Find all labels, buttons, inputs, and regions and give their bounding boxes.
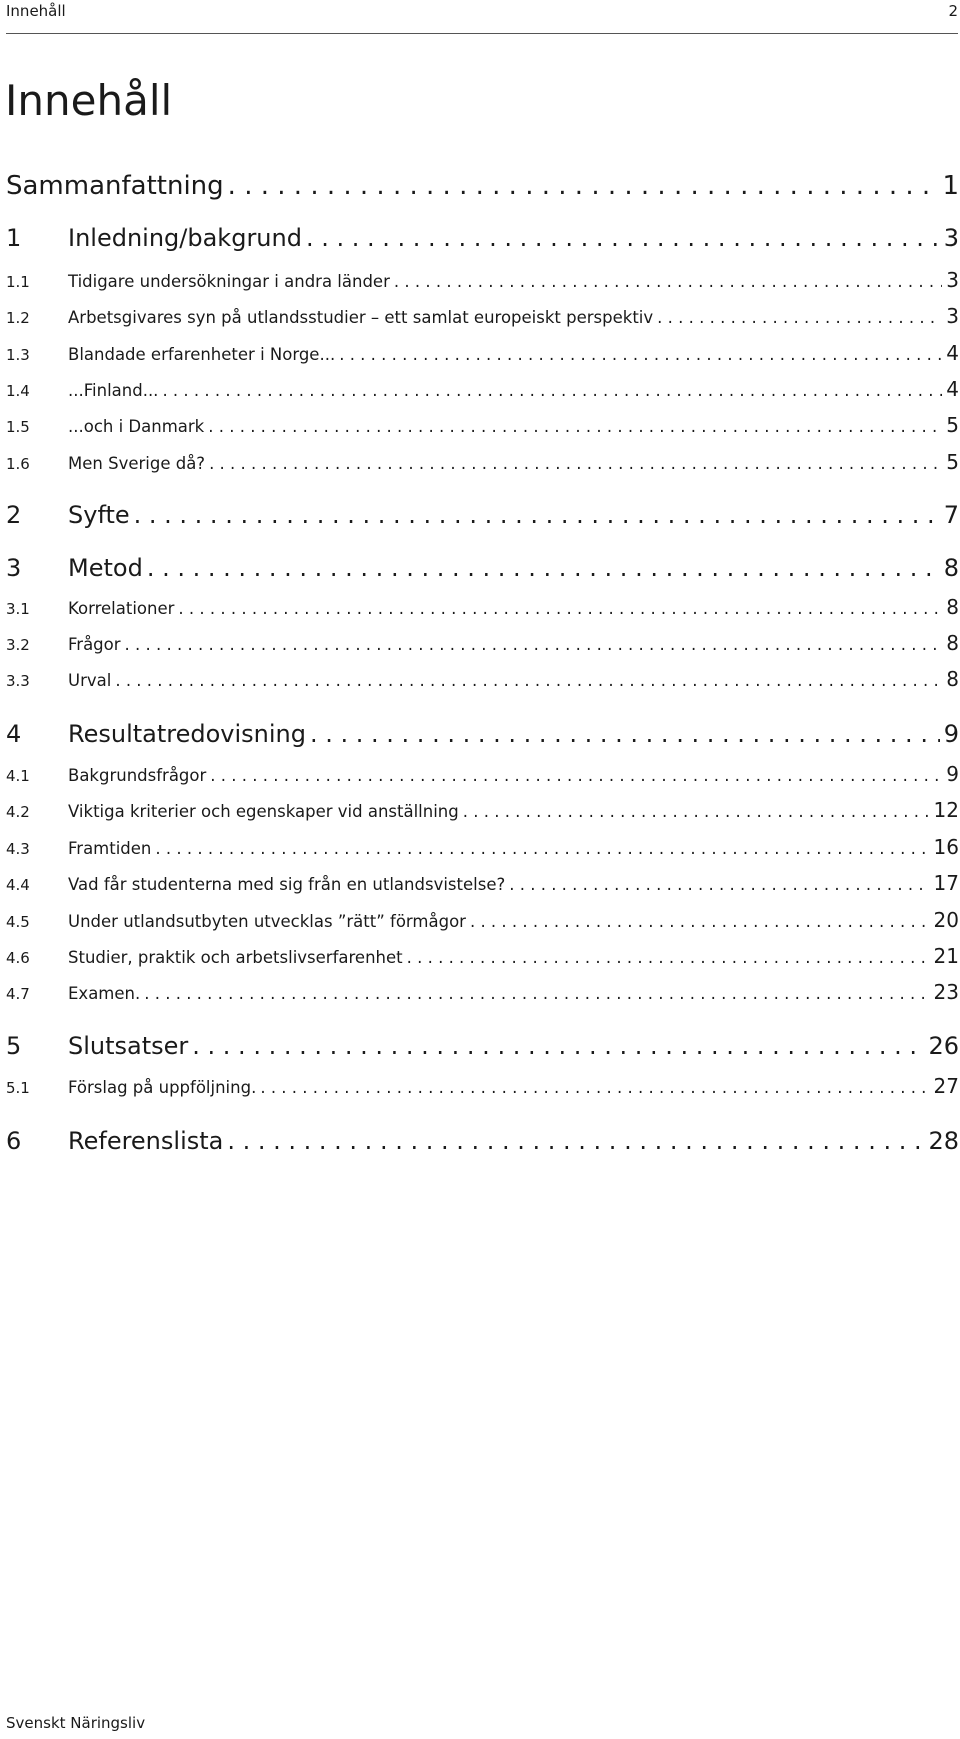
toc-dot-leader	[339, 345, 942, 364]
toc-entry-number: 1.4	[6, 382, 30, 400]
toc-entry-number: 4.7	[6, 985, 30, 1003]
toc-entry-page: 4	[946, 341, 959, 365]
toc-entry-number: 6	[6, 1127, 22, 1155]
toc-entry-number: 3.2	[6, 636, 30, 654]
toc-entry-label: Slutsatser	[68, 1032, 189, 1060]
toc-entry-page: 7	[943, 501, 959, 529]
toc-entry-number: 2	[6, 501, 22, 529]
toc-entry-number: 4	[6, 720, 22, 748]
toc-entry-page: 1	[942, 171, 959, 201]
toc-entry[interactable]	[6, 224, 959, 252]
toc-entry-page: 5	[946, 450, 959, 474]
toc-entry[interactable]	[6, 798, 959, 822]
toc-entry-label: Resultatredovisning	[68, 720, 306, 748]
toc-entry[interactable]	[6, 908, 959, 932]
toc-entry-page: 8	[943, 554, 959, 582]
toc-entry[interactable]	[6, 944, 959, 968]
toc-entry-page: 3	[946, 268, 959, 292]
header-section-title: Innehåll	[6, 2, 66, 20]
toc-entry[interactable]	[6, 171, 959, 201]
toc-entry-label: Inledning/bakgrund	[68, 224, 302, 252]
toc-entry-page: 27	[933, 1074, 959, 1098]
toc-entry-label: Referenslista	[68, 1127, 224, 1155]
toc-entry-number: 4.5	[6, 913, 30, 931]
toc-dot-leader	[134, 501, 940, 529]
toc-dot-leader	[463, 802, 930, 821]
toc-entry-number: 4.3	[6, 840, 30, 858]
toc-dot-leader	[407, 948, 930, 967]
toc-dot-leader	[144, 984, 929, 1003]
toc-entry[interactable]	[6, 835, 959, 859]
toc-entry-label: Blandade erfarenheter i Norge...	[68, 345, 336, 364]
toc-entry[interactable]	[6, 304, 959, 328]
header-page-number: 2	[948, 2, 958, 20]
toc-entry[interactable]	[6, 377, 959, 401]
toc-entry-page: 16	[933, 835, 959, 859]
toc-entry-number: 1.3	[6, 346, 30, 364]
toc-entry-page: 8	[946, 595, 959, 619]
toc-entry[interactable]	[6, 341, 959, 365]
toc-entry-label: Syfte	[68, 501, 130, 529]
toc-entry-page: 17	[933, 871, 959, 895]
toc-dot-leader	[208, 417, 942, 436]
toc-entry-label: Vad får studenterna med sig från en utlandsvistelse?	[68, 875, 506, 894]
toc-dot-leader	[155, 839, 929, 858]
toc-entry-label: Tidigare undersökningar i andra länder	[68, 272, 390, 291]
toc-entry-page: 26	[928, 1032, 959, 1060]
toc-dot-leader	[228, 171, 939, 201]
toc-dot-leader	[209, 454, 942, 473]
toc-entry-label: Viktiga kriterier och egenskaper vid anställning	[68, 802, 459, 821]
toc-entry-label: Men Sverige då?	[68, 454, 206, 473]
page-title: Innehåll	[5, 76, 173, 125]
toc-entry-number: 1.2	[6, 309, 30, 327]
toc-entry[interactable]	[6, 554, 959, 582]
toc-dot-leader	[260, 1078, 929, 1097]
toc-entry[interactable]	[6, 501, 959, 529]
toc-entry-number: 3.3	[6, 672, 30, 690]
toc-dot-leader	[162, 381, 942, 400]
toc-entry[interactable]	[6, 1127, 959, 1155]
toc-entry-page: 3	[946, 304, 959, 328]
toc-entry-page: 8	[946, 631, 959, 655]
toc-entry-page: 21	[933, 944, 959, 968]
toc-entry[interactable]	[6, 871, 959, 895]
toc-entry-label: Urval	[68, 671, 112, 690]
toc-dot-leader	[192, 1032, 924, 1060]
toc-entry-label: ...Finland...	[68, 381, 159, 400]
toc-entry-number: 1	[6, 224, 22, 252]
toc-dot-leader	[657, 308, 942, 327]
toc-entry-number: 1.6	[6, 455, 30, 473]
page-header	[6, 2, 958, 30]
toc-entry[interactable]	[6, 268, 959, 292]
toc-entry[interactable]	[6, 762, 959, 786]
toc-entry[interactable]	[6, 1032, 959, 1060]
toc-entry-page: 9	[943, 720, 959, 748]
toc-dot-leader	[470, 912, 930, 931]
toc-entry-number: 1.1	[6, 273, 30, 291]
toc-dot-leader	[147, 554, 940, 582]
toc-dot-leader	[227, 1127, 924, 1155]
toc-entry-number: 4.4	[6, 876, 30, 894]
toc-entry-number: 5	[6, 1032, 22, 1060]
toc-dot-leader	[125, 635, 943, 654]
toc-entry-label: Examen.	[68, 984, 141, 1003]
toc-entry-page: 9	[946, 762, 959, 786]
toc-entry[interactable]	[6, 595, 959, 619]
toc-entry-page: 20	[933, 908, 959, 932]
toc-entry-page: 8	[946, 667, 959, 691]
toc-entry-number: 4.1	[6, 767, 30, 785]
toc-entry-number: 3	[6, 554, 22, 582]
toc-entry-label: Sammanfattning	[6, 171, 224, 201]
toc-dot-leader	[210, 766, 942, 785]
toc-entry-label: Studier, praktik och arbetslivserfarenhet	[68, 948, 403, 967]
toc-entry-number: 1.5	[6, 418, 30, 436]
toc-dot-leader	[394, 272, 942, 291]
toc-entry[interactable]	[6, 720, 959, 748]
toc-entry-label: Frågor	[68, 635, 121, 654]
toc-entry-page: 12	[933, 798, 959, 822]
toc-dot-leader	[115, 671, 942, 690]
toc-dot-leader	[509, 875, 929, 894]
toc-entry-label: Förslag på uppföljning.	[68, 1078, 257, 1097]
toc-entry[interactable]	[6, 450, 959, 474]
toc-entry-label: Bakgrundsfrågor	[68, 766, 207, 785]
toc-entry-page: 5	[946, 413, 959, 437]
toc-entry-page: 3	[943, 224, 959, 252]
toc-entry-page: 4	[946, 377, 959, 401]
toc-entry-number: 4.2	[6, 803, 30, 821]
toc-entry-label: ...och i Danmark	[68, 417, 205, 436]
toc-entry-label: Korrelationer	[68, 599, 175, 618]
toc-dot-leader	[306, 224, 940, 252]
toc-entry-page: 28	[928, 1127, 959, 1155]
toc-dot-leader	[310, 720, 940, 748]
page-footer: Svenskt Näringsliv	[6, 1714, 146, 1732]
toc-entry[interactable]	[6, 667, 959, 691]
toc-entry-label: Arbetsgivares syn på utlandsstudier – ett samlat europeiskt perspektiv	[68, 308, 654, 327]
toc-entry-label: Metod	[68, 554, 143, 582]
toc-entry-label: Under utlandsutbyten utvecklas ”rätt” förmågor	[68, 912, 466, 931]
toc-entry[interactable]	[6, 1074, 959, 1098]
toc-entry[interactable]	[6, 413, 959, 437]
toc-entry-number: 4.6	[6, 949, 30, 967]
toc-entry-label: Framtiden	[68, 839, 152, 858]
toc-entry[interactable]	[6, 631, 959, 655]
toc-entry[interactable]	[6, 980, 959, 1004]
toc-entry-page: 23	[933, 980, 959, 1004]
toc-dot-leader	[178, 599, 942, 618]
header-divider	[6, 33, 958, 34]
toc-entry-number: 3.1	[6, 600, 30, 618]
toc-entry-number: 5.1	[6, 1079, 30, 1097]
